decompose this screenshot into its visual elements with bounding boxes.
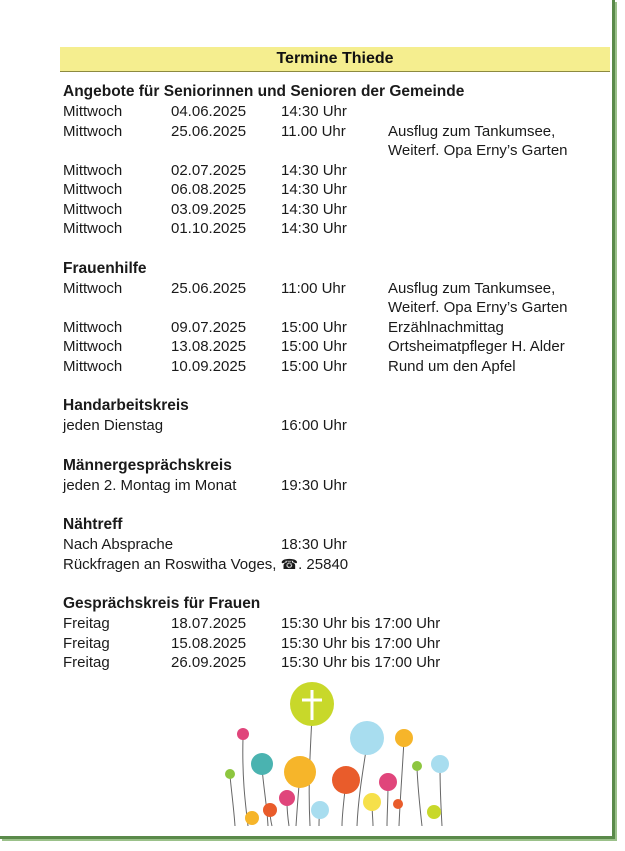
list-item — [63, 535, 603, 555]
schedule-time: 15:30 Uhr bis 17:00 Uhr — [281, 634, 441, 652]
frauenhilfe-list — [63, 279, 603, 377]
list-item — [63, 634, 603, 654]
schedule-note — [388, 200, 603, 220]
content — [63, 82, 603, 673]
schedule-date: 18.07.2025 — [171, 615, 247, 632]
page-title — [60, 47, 610, 72]
list-item-continuation — [63, 298, 603, 318]
schedule-day: Mittwoch — [63, 318, 123, 336]
schedule-note: Weiterf. Opa Erny’s Garten — [388, 299, 568, 316]
list-item — [63, 357, 603, 377]
schedule-day: Mittwoch — [63, 200, 123, 218]
heart-balloon-icon — [237, 728, 249, 740]
schedule-date: 09.07.2025 — [171, 318, 247, 336]
schedule-day: Freitag — [63, 615, 110, 632]
section-title-naehtreff: Nähtreff — [63, 516, 123, 533]
schedule-day: Mittwoch — [63, 122, 123, 140]
section-title-frauen-gespraech: Gesprächskreis für Frauen — [63, 595, 261, 612]
list-item — [63, 180, 603, 200]
schedule-time: 15:30 Uhr bis 17:00 Uhr — [281, 615, 441, 632]
section-title-handarbeit: Handarbeitskreis — [63, 397, 189, 414]
schedule-day: Mittwoch — [63, 279, 123, 297]
balloon-icon — [284, 756, 316, 788]
schedule-day: Freitag — [63, 634, 110, 652]
schedule-note: Ortsheimatpfleger H. Alder — [388, 338, 565, 355]
schedule-time: 15:00 Uhr — [281, 357, 347, 375]
phone-icon: ☎ — [280, 555, 299, 572]
schedule-date: 03.09.2025 — [171, 200, 247, 218]
senioren-list — [63, 102, 603, 239]
schedule-time: 11.00 Uhr — [281, 122, 346, 140]
schedule-date: 15.08.2025 — [171, 634, 247, 652]
schedule-date: 25.06.2025 — [171, 279, 247, 297]
list-item — [63, 614, 603, 634]
list-item — [63, 102, 603, 122]
schedule-note: Erzählnachmittag — [388, 318, 504, 336]
balloon-icon — [350, 721, 384, 755]
schedule-time: 14:30 Uhr — [281, 220, 347, 237]
balloon-icon — [332, 766, 360, 794]
schedule-date: 13.08.2025 — [171, 338, 247, 355]
phone-number: . 25840 — [298, 555, 349, 573]
list-item — [63, 476, 603, 496]
schedule-day: Mittwoch — [63, 357, 123, 375]
schedule-day: Freitag — [63, 654, 110, 671]
list-item — [63, 219, 603, 239]
section-title-maenner: Männergesprächskreis — [63, 456, 232, 474]
schedule-day: Mittwoch — [63, 220, 123, 237]
schedule-day: Mittwoch — [63, 181, 123, 198]
list-item-continuation — [63, 141, 603, 161]
balloon-flowers-illustration — [212, 676, 462, 828]
schedule-time: 15:00 Uhr — [281, 338, 347, 355]
balloon-icon — [251, 753, 273, 775]
schedule-when: Nach Absprache — [63, 536, 174, 553]
schedule-when: jeden 2. Montag im Monat — [63, 476, 237, 494]
schedule-date: 06.08.2025 — [171, 181, 247, 198]
schedule-time: 15:30 Uhr bis 17:00 Uhr — [281, 654, 441, 671]
list-item — [63, 161, 603, 181]
schedule-time: 14:30 Uhr — [281, 161, 347, 179]
schedule-time: 11:00 Uhr — [281, 279, 346, 297]
list-item — [63, 200, 603, 220]
schedule-day: Mittwoch — [63, 161, 123, 179]
schedule-time: 14:30 Uhr — [281, 181, 347, 198]
schedule-note: Rund um den Apfel — [388, 357, 516, 375]
schedule-date: 25.06.2025 — [171, 122, 247, 140]
section-title-frauenhilfe: Frauenhilfe — [63, 259, 147, 277]
schedule-note: Weiterf. Opa Erny’s Garten — [388, 142, 568, 159]
section-title-senioren: Angebote für Seniorinnen und Senioren der Gemeinde — [63, 83, 465, 100]
schedule-time: 19:30 Uhr — [281, 476, 347, 494]
contact-text: Rückfragen an Roswitha Voges, — [63, 555, 277, 573]
list-item — [63, 279, 603, 299]
page-title-text: Termine Thiede — [276, 50, 394, 67]
schedule-date: 01.10.2025 — [171, 220, 247, 237]
schedule-note — [388, 102, 603, 122]
schedule-time: 14:30 Uhr — [281, 200, 347, 218]
schedule-time: 15:00 Uhr — [281, 318, 347, 336]
schedule-note — [388, 180, 603, 200]
list-item — [63, 653, 603, 673]
schedule-time: 16:00 Uhr — [281, 417, 347, 434]
schedule-time: 14:30 Uhr — [281, 103, 347, 120]
schedule-date: 26.09.2025 — [171, 654, 247, 671]
schedule-note — [388, 219, 603, 239]
schedule-date: 02.07.2025 — [171, 161, 247, 179]
schedule-note — [388, 161, 603, 181]
frauen-gespraech-list — [63, 614, 603, 673]
schedule-day: Mittwoch — [63, 338, 123, 355]
schedule-time: 18:30 Uhr — [281, 536, 347, 553]
schedule-note: Ausflug zum Tankumsee, — [388, 279, 556, 297]
schedule-when: jeden Dienstag — [63, 417, 164, 434]
schedule-date: 04.06.2025 — [171, 103, 247, 120]
list-item — [63, 416, 603, 436]
list-item — [63, 122, 603, 142]
schedule-note: Ausflug zum Tankumsee, — [388, 122, 556, 140]
list-item — [63, 318, 603, 338]
contact-line — [63, 555, 603, 575]
schedule-day: Mittwoch — [63, 103, 123, 120]
list-item — [63, 337, 603, 357]
schedule-date: 10.09.2025 — [171, 357, 247, 375]
